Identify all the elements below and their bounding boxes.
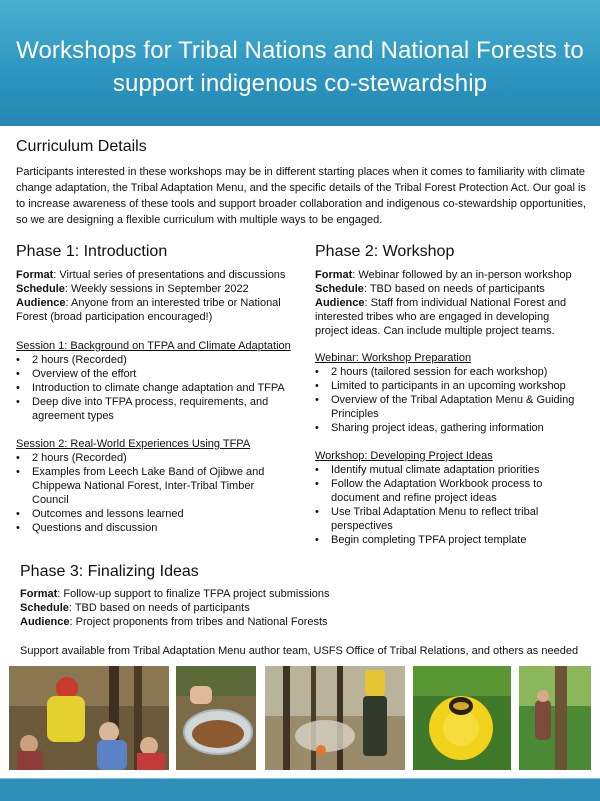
list-item: • Use Tribal Adaptation Menu to reflect tribal perspectives <box>315 505 595 533</box>
title-line-2: support indigenous co-stewardship <box>112 70 488 97</box>
phase3-schedule: Schedule: TBD based on needs of participants <box>20 602 250 614</box>
curriculum-line-2: change adaptation, the Tribal Adaptation Menu, and the specific details of the Tribal Forest Protection Act. Our goal is <box>16 182 586 194</box>
phase3-format: Format: Follow-up support to finalize TFPA project submissions <box>20 588 330 600</box>
title-line-1: Workshops for Tribal Nations and National Forests to <box>16 37 584 64</box>
phase1-format: Format: Virtual series of presentations and discussions <box>16 269 286 281</box>
list-item: • 2 hours (tailored session for each workshop) <box>315 365 595 379</box>
phase2-workshop-list <box>315 463 595 547</box>
list-item: • 2 hours (Recorded) <box>16 353 296 367</box>
phase2-webinar-list <box>315 365 595 435</box>
phase3-heading: Phase 3: Finalizing Ideas <box>20 563 199 580</box>
curriculum-heading: Curriculum Details <box>16 138 147 155</box>
list-item: • Follow the Adaptation Workbook process to document and refine project ideas <box>315 477 595 505</box>
title-banner <box>0 0 600 126</box>
list-item: • Identify mutual climate adaptation priorities <box>315 463 595 477</box>
phase2-format: Format: Webinar followed by an in-person workshop <box>315 269 572 281</box>
phase1-audience: Audience: Anyone from an interested tribe or National <box>16 297 281 309</box>
footer-bar <box>0 778 600 801</box>
list-item: • Sharing project ideas, gathering information <box>315 421 595 435</box>
phase1-heading: Phase 1: Introduction <box>16 243 168 260</box>
list-item: • Questions and discussion <box>16 521 296 535</box>
list-item: • Outcomes and lessons learned <box>16 507 296 521</box>
phase2-workshop-title: Workshop: Developing Project Ideas <box>315 450 493 462</box>
phase2-heading: Phase 2: Workshop <box>315 243 455 260</box>
photo-people-forest <box>9 666 169 770</box>
curriculum-line-4: so we are designing a flexible curriculum with multiple ways to be engaged. <box>16 214 383 226</box>
phase1-audience-cont: Forest (broad participation encouraged!) <box>16 311 213 323</box>
phase2-webinar-title: Webinar: Workshop Preparation <box>315 352 472 364</box>
phase1-session2-title: Session 2: Real-World Experiences Using TFPA <box>16 438 251 450</box>
list-item: • Begin completing TPFA project template <box>315 533 595 547</box>
phase1-schedule: Schedule: Weekly sessions in September 2022 <box>16 283 249 295</box>
phase3-audience: Audience: Project proponents from tribes and National Forests <box>20 616 328 628</box>
list-item: • Deep dive into TFPA process, requirements, and agreement types <box>16 395 296 423</box>
photo-tree-bark <box>519 666 591 770</box>
list-item: • Overview of the effort <box>16 367 296 381</box>
phase1-session1-list <box>16 353 296 423</box>
phase1-session2-list <box>16 451 296 535</box>
phase2-schedule: Schedule: TBD based on needs of participants <box>315 283 545 295</box>
list-item: • Introduction to climate change adaptation and TFPA <box>16 381 296 395</box>
list-item: • Limited to participants in an upcoming workshop <box>315 379 595 393</box>
photo-prescribed-fire <box>265 666 405 770</box>
phase1-session1-title: Session 1: Background on TFPA and Climate Adaptation <box>16 340 291 352</box>
phase2-audience: Audience: Staff from individual National Forest and <box>315 297 567 309</box>
phase2-audience-cont2: project ideas. Can include multiple project teams. <box>315 325 555 337</box>
list-item: • Overview of the Tribal Adaptation Menu & Guiding Principles <box>315 393 595 421</box>
photo-dandelion-bee <box>413 666 511 770</box>
curriculum-line-3: to increase awareness of these tools and support broader collaboration and indigenous co-stewardship opportunities, <box>16 198 586 210</box>
phase2-audience-cont1: interested tribes who are engaged in developing <box>315 311 550 323</box>
list-item: • Examples from Leech Lake Band of Ojibwe and Chippewa National Forest, Inter-Tribal Timber Council <box>16 465 296 507</box>
curriculum-line-1: Participants interested in these workshops may be in different starting places when it comes to familiarity with climate <box>16 166 585 178</box>
support-note: Support available from Tribal Adaptation Menu author team, USFS Office of Tribal Relations, and others as needed <box>20 645 579 657</box>
list-item: • 2 hours (Recorded) <box>16 451 296 465</box>
photo-strip <box>9 666 591 770</box>
photo-bowl-samples <box>176 666 256 770</box>
